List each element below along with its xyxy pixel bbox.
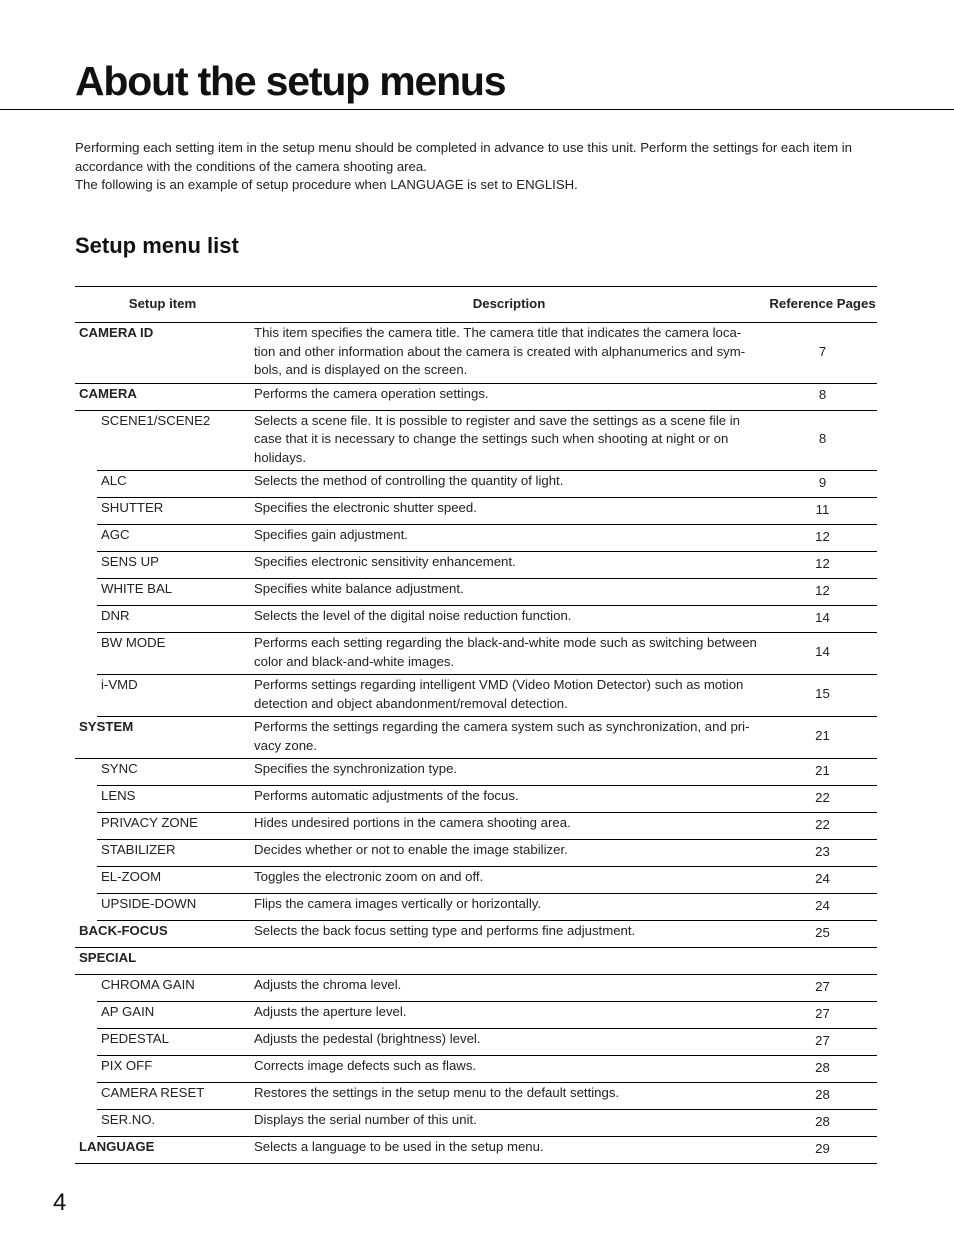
indent-spacer	[75, 759, 97, 786]
setup-subitem-name: CAMERA RESET	[97, 1083, 250, 1110]
indent-spacer	[75, 1083, 97, 1110]
page-title: About the setup menus	[75, 58, 506, 104]
reference-page: 7	[768, 323, 877, 384]
setup-subitem-name: DNR	[97, 606, 250, 633]
setup-subitem-name: PIX OFF	[97, 1056, 250, 1083]
indent-spacer	[75, 525, 97, 552]
table-row	[75, 1056, 877, 1083]
indent-spacer	[75, 867, 97, 894]
table-row	[75, 410, 877, 471]
table-row	[75, 383, 877, 410]
reference-page: 14	[768, 606, 877, 633]
table-row	[75, 975, 877, 1002]
indent-spacer	[75, 410, 97, 471]
table-row	[75, 323, 877, 384]
table-row	[75, 633, 877, 675]
table-row	[75, 894, 877, 921]
indent-spacer	[75, 633, 97, 675]
indent-spacer	[75, 1110, 97, 1137]
table-row	[75, 498, 877, 525]
reference-page	[768, 948, 877, 975]
reference-page: 25	[768, 921, 877, 948]
reference-page: 8	[768, 383, 877, 410]
setup-subitem-name: UPSIDE-DOWN	[97, 894, 250, 921]
setup-subitem-name: AP GAIN	[97, 1002, 250, 1029]
table-row	[75, 786, 877, 813]
setup-item-description: Hides undesired portions in the camera shooting area.	[250, 813, 768, 840]
setup-item-description: Performs the settings regarding the camera system such as synchronization, and pri-vacy zone.	[250, 717, 768, 759]
setup-item-description	[250, 948, 768, 975]
table-row	[75, 867, 877, 894]
setup-subitem-name: ALC	[97, 471, 250, 498]
setup-item-description: Toggles the electronic zoom on and off.	[250, 867, 768, 894]
setup-item-name: BACK-FOCUS	[75, 921, 250, 948]
indent-spacer	[75, 471, 97, 498]
setup-subitem-name: SYNC	[97, 759, 250, 786]
table-row	[75, 606, 877, 633]
intro-text	[75, 139, 885, 195]
indent-spacer	[75, 552, 97, 579]
setup-subitem-name: CHROMA GAIN	[97, 975, 250, 1002]
reference-page: 28	[768, 1083, 877, 1110]
table-row	[75, 675, 877, 717]
indent-spacer	[75, 840, 97, 867]
table-row	[75, 813, 877, 840]
reference-page: 24	[768, 867, 877, 894]
reference-page: 23	[768, 840, 877, 867]
section-title: Setup menu list	[75, 233, 239, 258]
reference-page: 27	[768, 1029, 877, 1056]
reference-page: 12	[768, 525, 877, 552]
setup-item-description: Displays the serial number of this unit.	[250, 1110, 768, 1137]
table-row	[75, 948, 877, 975]
setup-item-description: Adjusts the pedestal (brightness) level.	[250, 1029, 768, 1056]
indent-spacer	[75, 1056, 97, 1083]
indent-spacer	[75, 579, 97, 606]
page-number: 4	[53, 1189, 67, 1216]
setup-subitem-name: SER.NO.	[97, 1110, 250, 1137]
setup-subitem-name: SENS UP	[97, 552, 250, 579]
intro-paragraph-1: Performing each setting item in the setup menu should be completed in advance to use this unit. Perform the settings for each item in accordance with the conditions of the camera shooting area.	[75, 140, 853, 174]
header-setup-item: Setup item	[75, 287, 250, 323]
table-row	[75, 552, 877, 579]
reference-page: 29	[768, 1137, 877, 1164]
setup-item-description: Performs automatic adjustments of the focus.	[250, 786, 768, 813]
setup-subitem-name: AGC	[97, 525, 250, 552]
setup-item-description: Restores the settings in the setup menu to the default settings.	[250, 1083, 768, 1110]
indent-spacer	[75, 786, 97, 813]
reference-page: 22	[768, 813, 877, 840]
header-description: Description	[250, 287, 768, 323]
table-row	[75, 1083, 877, 1110]
setup-item-description: Selects a scene file. It is possible to register and save the settings as a scene file in case that it is necessary to change the settings such when shooting at night or on holidays.	[250, 410, 768, 471]
setup-subitem-name: PEDESTAL	[97, 1029, 250, 1056]
table-row	[75, 471, 877, 498]
reference-page: 27	[768, 975, 877, 1002]
setup-subitem-name: SHUTTER	[97, 498, 250, 525]
setup-item-description: Specifies white balance adjustment.	[250, 579, 768, 606]
table-row	[75, 1137, 877, 1164]
reference-page: 14	[768, 633, 877, 675]
table-row	[75, 1110, 877, 1137]
setup-item-description: This item specifies the camera title. The camera title that indicates the camera loca-tion and other information about the camera is created with alphanumerics and sym-bols, and is displayed on the screen.	[250, 323, 768, 384]
reference-page: 12	[768, 579, 877, 606]
indent-spacer	[75, 1002, 97, 1029]
setup-subitem-name: SCENE1/SCENE2	[97, 410, 250, 471]
reference-page: 22	[768, 786, 877, 813]
setup-item-description: Corrects image defects such as flaws.	[250, 1056, 768, 1083]
table-row	[75, 579, 877, 606]
reference-page: 12	[768, 552, 877, 579]
table-row	[75, 1029, 877, 1056]
indent-spacer	[75, 606, 97, 633]
setup-item-description: Specifies the synchronization type.	[250, 759, 768, 786]
intro-paragraph-2: The following is an example of setup procedure when LANGUAGE is set to ENGLISH.	[75, 177, 578, 192]
setup-menu-table	[75, 286, 877, 1164]
setup-subitem-name: STABILIZER	[97, 840, 250, 867]
reference-page: 24	[768, 894, 877, 921]
indent-spacer	[75, 813, 97, 840]
setup-item-name: CAMERA	[75, 383, 250, 410]
indent-spacer	[75, 675, 97, 717]
setup-item-description: Selects the level of the digital noise reduction function.	[250, 606, 768, 633]
setup-item-description: Flips the camera images vertically or horizontally.	[250, 894, 768, 921]
header-reference-pages: Reference Pages	[768, 287, 877, 323]
setup-item-description: Adjusts the aperture level.	[250, 1002, 768, 1029]
reference-page: 9	[768, 471, 877, 498]
setup-item-description: Performs each setting regarding the black-and-white mode such as switching between color and black-and-white images.	[250, 633, 768, 675]
setup-item-description: Decides whether or not to enable the image stabilizer.	[250, 840, 768, 867]
table-row	[75, 921, 877, 948]
table-row	[75, 759, 877, 786]
setup-item-description: Specifies electronic sensitivity enhancement.	[250, 552, 768, 579]
reference-page: 27	[768, 1002, 877, 1029]
reference-page: 8	[768, 410, 877, 471]
setup-item-name: CAMERA ID	[75, 323, 250, 384]
setup-item-description: Selects the method of controlling the quantity of light.	[250, 471, 768, 498]
setup-subitem-name: i-VMD	[97, 675, 250, 717]
setup-subitem-name: EL-ZOOM	[97, 867, 250, 894]
setup-subitem-name: PRIVACY ZONE	[97, 813, 250, 840]
indent-spacer	[75, 894, 97, 921]
setup-item-description: Specifies the electronic shutter speed.	[250, 498, 768, 525]
setup-subitem-name: BW MODE	[97, 633, 250, 675]
setup-item-description: Selects a language to be used in the setup menu.	[250, 1137, 768, 1164]
table-row	[75, 840, 877, 867]
table-row	[75, 717, 877, 759]
setup-subitem-name: LENS	[97, 786, 250, 813]
setup-item-description: Selects the back focus setting type and performs fine adjustment.	[250, 921, 768, 948]
indent-spacer	[75, 498, 97, 525]
setup-item-name: SPECIAL	[75, 948, 250, 975]
reference-page: 11	[768, 498, 877, 525]
setup-item-name: LANGUAGE	[75, 1137, 250, 1164]
setup-subitem-name: WHITE BAL	[97, 579, 250, 606]
reference-page: 21	[768, 717, 877, 759]
indent-spacer	[75, 1029, 97, 1056]
reference-page: 21	[768, 759, 877, 786]
title-rule	[0, 109, 954, 110]
reference-page: 28	[768, 1056, 877, 1083]
table-row	[75, 525, 877, 552]
table-body	[75, 323, 877, 1164]
setup-item-description: Adjusts the chroma level.	[250, 975, 768, 1002]
table-row	[75, 1002, 877, 1029]
table-header-row	[75, 287, 877, 323]
indent-spacer	[75, 975, 97, 1002]
setup-item-description: Performs settings regarding intelligent VMD (Video Motion Detector) such as motion detection and object abandonment/removal detection.	[250, 675, 768, 717]
reference-page: 15	[768, 675, 877, 717]
setup-item-name: SYSTEM	[75, 717, 250, 759]
setup-item-description: Performs the camera operation settings.	[250, 383, 768, 410]
reference-page: 28	[768, 1110, 877, 1137]
setup-item-description: Specifies gain adjustment.	[250, 525, 768, 552]
